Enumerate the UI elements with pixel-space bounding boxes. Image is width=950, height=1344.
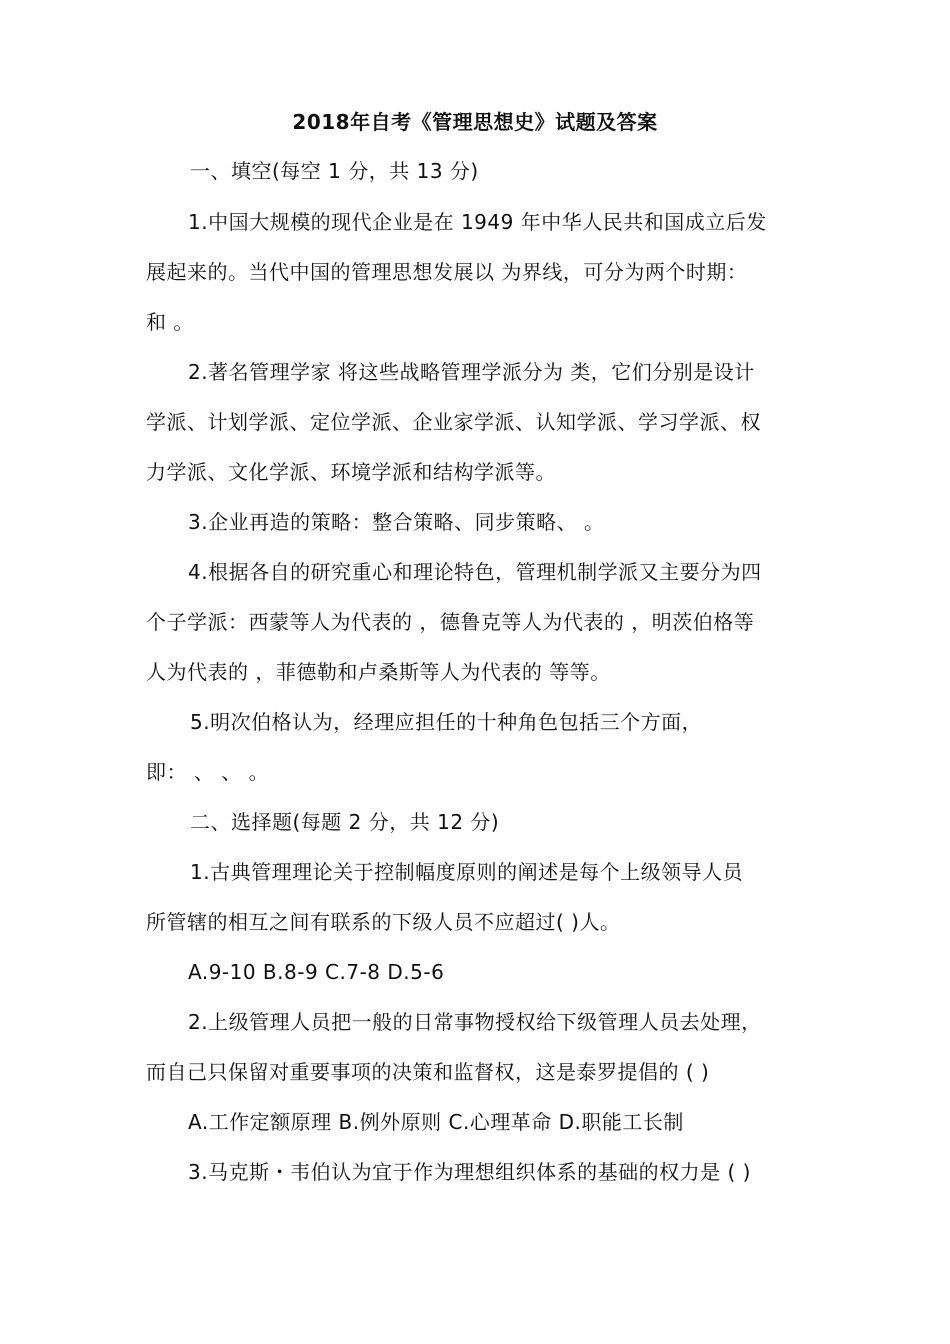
question-text: 力学派、文化学派、环境学派和结构学派等。: [146, 460, 556, 484]
question-text: 所管辖的相互之间有联系的下级人员不应超过( )人。: [146, 910, 621, 934]
question-text: 展起来的。当代中国的管理思想发展以 为界线，可分为两个时期：: [146, 260, 748, 284]
question-text: 而自己只保留对重要事项的决策和监督权，这是泰罗提倡的 ( ): [146, 1060, 710, 1084]
question-text: 即： 、 、 。: [146, 760, 270, 784]
question-text: 学派、计划学派、定位学派、企业家学派、认知学派、学习学派、权: [146, 410, 761, 434]
answer-options: A.工作定额原理 B.例外原则 C.心理革命 D.职能工长制: [188, 1110, 684, 1134]
section-heading-fill-in: 一、填空(每空 1 分，共 13 分): [190, 159, 479, 183]
document-title: 2018年自考《管理思想史》试题及答案: [292, 110, 658, 134]
question-text: 1.古典管理理论关于控制幅度原则的阐述是每个上级领导人员: [190, 860, 744, 884]
question-text: 5.明次伯格认为，经理应担任的十种角色包括三个方面，: [190, 710, 703, 734]
question-text: 个子学派：西蒙等人为代表的 ，德鲁克等人为代表的 ，明茨伯格等: [146, 610, 755, 634]
question-text: 1.中国大规模的现代企业是在 1949 年中华人民共和国成立后发: [188, 210, 767, 234]
question-text: 4.根据各自的研究重心和理论特色，管理机制学派又主要分为四: [188, 560, 762, 584]
question-text: 和 。: [146, 310, 194, 334]
section-heading-multiple-choice: 二、选择题(每题 2 分，共 12 分): [190, 810, 500, 834]
question-text: 2.著名管理学家 将这些战略管理学派分为 类，它们分别是设计: [188, 360, 755, 384]
question-text: 3.企业再造的策略：整合策略、同步策略、 。: [188, 510, 605, 534]
question-text: 2.上级管理人员把一般的日常事物授权给下级管理人员去处理，: [188, 1010, 762, 1034]
question-text: 人为代表的 ，菲德勒和卢桑斯等人为代表的 等等。: [146, 660, 611, 684]
answer-options: A.9-10 B.8-9 C.7-8 D.5-6: [188, 960, 445, 984]
question-text: 3.马克斯・韦伯认为宜于作为理想组织体系的基础的权力是 ( ): [188, 1160, 751, 1184]
